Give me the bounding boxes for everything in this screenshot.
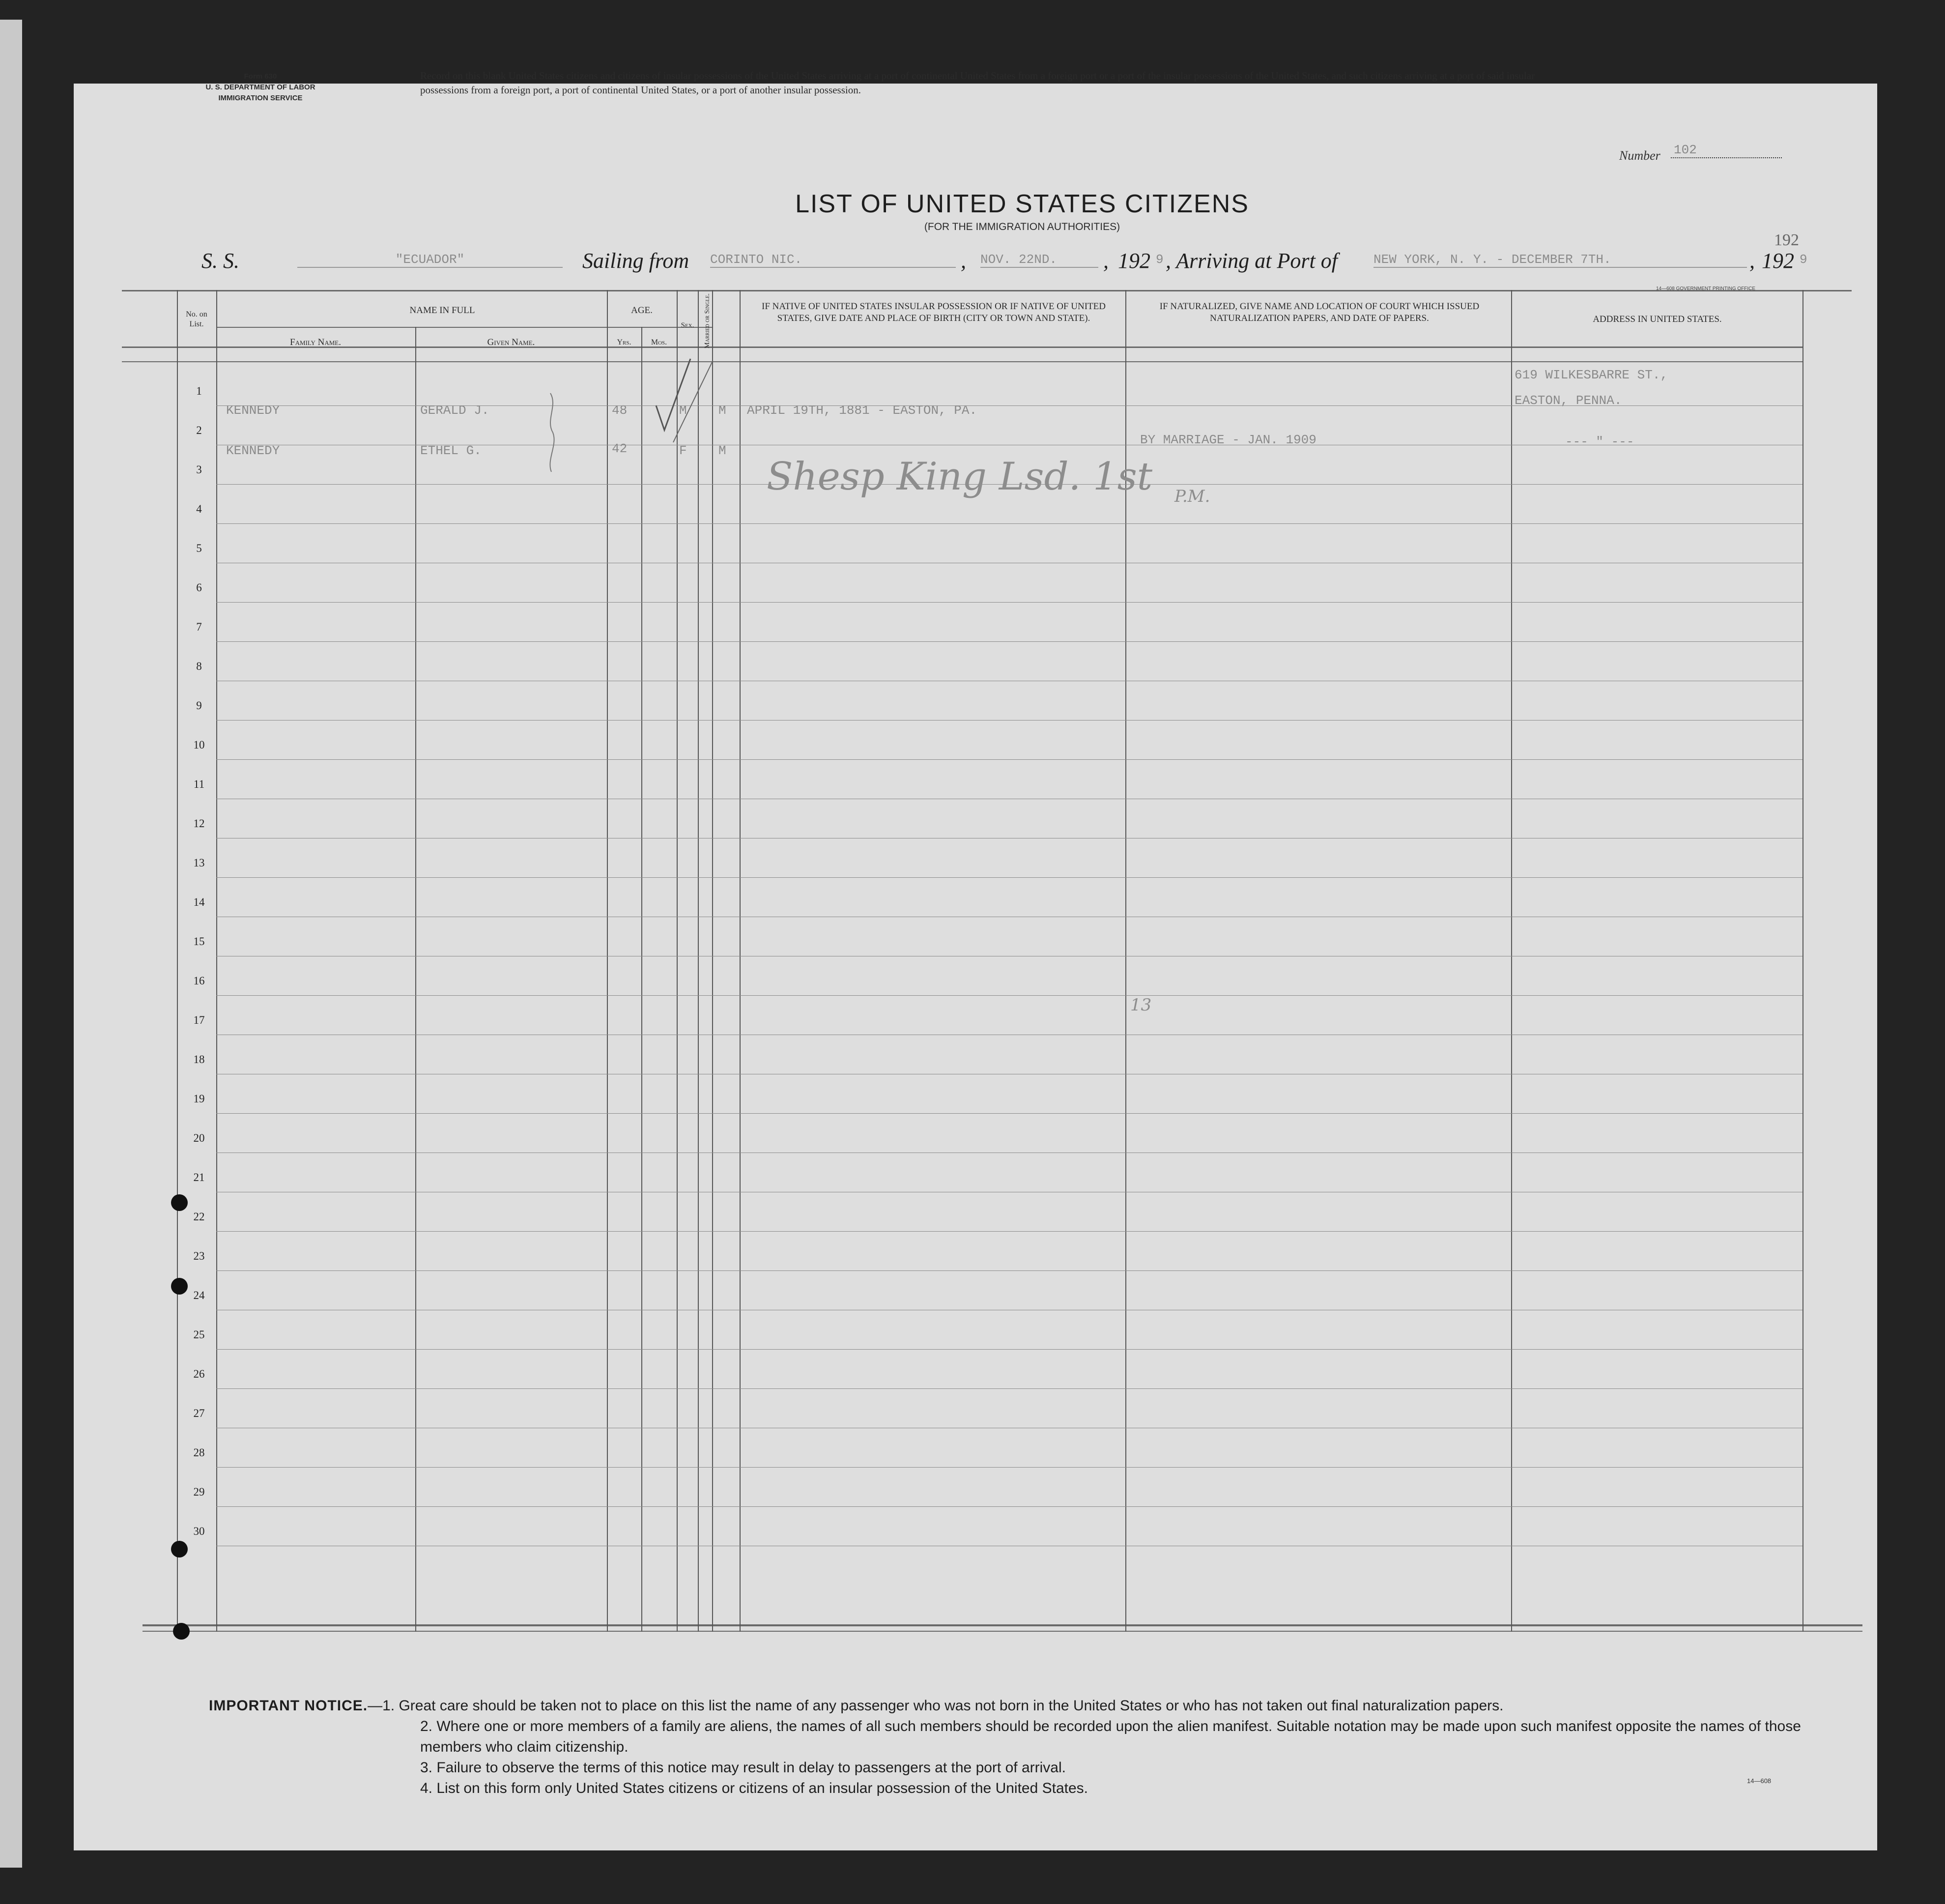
row-number: 11 <box>193 778 205 790</box>
sailing-from-value: CORINTO NIC. <box>710 252 956 268</box>
notice-item-3 <box>209 1758 1831 1778</box>
notice-text-3: 3. Failure to observe the terms of this notice may result in delay to passengers at the port of arrival. <box>420 1760 1066 1776</box>
row-line <box>216 523 1802 524</box>
row-number: 26 <box>193 1368 205 1380</box>
entry-2-naturalization: BY MARRIAGE - JAN. 1909 <box>1140 433 1316 447</box>
row-number: 18 <box>193 1053 205 1066</box>
arriving-label: , Arriving at Port of <box>1166 249 1338 273</box>
header-sex: Sex. <box>681 321 694 329</box>
row-line <box>216 1467 1802 1468</box>
row-number: 21 <box>193 1171 205 1183</box>
departure-year-digit: 9 <box>1156 252 1164 267</box>
notice-item-1 <box>209 1696 1831 1716</box>
comma-separator-3: , <box>1749 249 1755 273</box>
handwritten-margin-mark: 13 <box>1130 995 1152 1015</box>
col-line-married-2 <box>712 290 713 1632</box>
row-number: 6 <box>196 581 202 594</box>
form-sheet <box>74 84 1877 1850</box>
form-number: Form 630 <box>244 72 277 81</box>
service: IMMIGRATION SERVICE <box>218 94 303 102</box>
row-line <box>216 1231 1802 1232</box>
entry-2-marital-status: M <box>718 443 726 458</box>
row-number: 15 <box>193 935 205 948</box>
header-family-name: Family Name. <box>290 337 341 347</box>
page-subtitle: (FOR THE IMMIGRATION AUTHORITIES) <box>924 221 1120 232</box>
col-line-married <box>698 290 699 1632</box>
row-number: 16 <box>193 975 205 987</box>
col-line-no <box>177 290 178 1632</box>
row-number: 2 <box>196 424 202 436</box>
row-number: 12 <box>193 817 205 830</box>
row-line <box>216 602 1802 603</box>
entry-2-given-name: ETHEL G. <box>420 443 482 458</box>
header-address: ADDRESS IN UNITED STATES. <box>1593 314 1722 324</box>
row-line <box>216 995 1802 996</box>
row-number: 10 <box>193 739 205 751</box>
header-bottom-border-2 <box>122 361 1802 362</box>
departure-year-prefix: 192 <box>1118 249 1150 273</box>
form-identifier <box>167 71 354 104</box>
row-number: 30 <box>193 1525 205 1537</box>
entry-2-family-name: KENNEDY <box>226 443 280 458</box>
ship-name: "ECUADOR" <box>297 252 563 268</box>
header-years: Yrs. <box>617 338 631 346</box>
row-number: 29 <box>193 1486 205 1498</box>
row-number: 25 <box>193 1328 205 1341</box>
col-line-yrs <box>607 290 608 1632</box>
col-line-sex <box>677 290 678 1632</box>
binding-hole <box>171 1541 188 1558</box>
ss-label: S. S. <box>201 249 239 273</box>
row-line <box>216 1506 1802 1507</box>
notice-item-4 <box>209 1778 1831 1799</box>
col-line-native <box>740 290 741 1632</box>
entry-1-birth: APRIL 19TH, 1881 - EASTON, PA. <box>747 403 977 418</box>
checkmark-mark <box>654 351 717 450</box>
row-line <box>216 877 1802 878</box>
comma-separator-2: , <box>1103 249 1109 273</box>
row-number: 20 <box>193 1132 205 1144</box>
table-bottom-border-2 <box>143 1631 1862 1632</box>
row-number: 24 <box>193 1289 205 1301</box>
entry-2-sex: F <box>679 443 687 458</box>
table-bottom-border <box>143 1624 1862 1626</box>
footer-form-code: 14—608 <box>1747 1777 1772 1785</box>
number-label: Number <box>1619 148 1660 163</box>
entry-1-address-line1: 619 WILKESBARRE ST., <box>1515 368 1668 382</box>
row-number: 23 <box>193 1250 205 1262</box>
row-number: 7 <box>196 621 202 633</box>
handwritten-annotation-sub: P.M. <box>1174 487 1210 506</box>
adjacent-page-edge <box>0 20 22 1868</box>
row-number: 13 <box>193 857 205 869</box>
entry-1-marital-status: M <box>718 403 726 418</box>
header-name-in-full: NAME IN FULL <box>409 305 475 316</box>
row-number: 3 <box>196 463 202 476</box>
notice-item-2 <box>209 1716 1831 1758</box>
header-age: AGE. <box>631 305 653 316</box>
name-header-divider <box>216 327 658 328</box>
row-number: 17 <box>193 1014 205 1026</box>
notice-text-2: 2. Where one or more members of a family are aliens, the names of all such members should be recorded upon the alien manifest. Suitable notation may be made upon such manifest opposite the names of those members who claim citizenship. <box>420 1718 1801 1755</box>
table-top-border <box>122 290 1852 291</box>
col-line-address <box>1511 290 1512 1632</box>
row-number: 14 <box>193 896 205 908</box>
printing-office-note: 14—608 GOVERNMENT PRINTING OFFICE <box>1656 286 1756 291</box>
row-line <box>216 1349 1802 1350</box>
row-number: 9 <box>196 699 202 712</box>
entry-2-address-ditto: --- " --- <box>1565 434 1634 449</box>
row-line <box>216 1270 1802 1271</box>
arrival-port-date: NEW YORK, N. Y. - DECEMBER 7TH. <box>1373 252 1747 268</box>
row-number: 4 <box>196 503 202 515</box>
row-number: 27 <box>193 1407 205 1419</box>
row-line <box>216 720 1802 721</box>
binding-hole <box>171 1194 188 1211</box>
notice-lead: IMPORTANT NOTICE. <box>209 1698 368 1714</box>
entry-1-address-line2: EASTON, PENNA. <box>1515 393 1622 408</box>
important-notice <box>209 1696 1831 1799</box>
comma-separator: , <box>961 249 966 273</box>
header-months: Mos. <box>651 338 667 346</box>
binding-hole <box>173 1623 190 1640</box>
header-native-birth: IF NATIVE OF UNITED STATES INSULAR POSSESSION OR IF NATIVE OF UNITED STATES, GIVE DATE AND PLACE OF BIRTH (CITY OR TOWN AND STATE). <box>762 301 1106 323</box>
departure-date: NOV. 22ND. <box>980 252 1098 268</box>
row-line <box>216 1388 1802 1389</box>
col-line-mos <box>641 327 642 1632</box>
row-number: 1 <box>196 385 202 397</box>
instructions-text: Record on this blank United States citizens and citizens of insular possessions of the United States arriving at a port of continental United States from a foreign port or a port of the insular possessions of the United States, and such citizens arriving at a port of said insular possessions from a foreign port, a port of continental United States, or a port of another insular possession. <box>420 70 1535 96</box>
family-bracket-mark <box>541 391 560 474</box>
row-line <box>216 759 1802 760</box>
sailing-label: Sailing from <box>582 249 689 273</box>
entry-1-sex: M <box>679 403 687 418</box>
handwritten-annotation: Shesp King Lsd. 1st <box>767 455 1153 499</box>
department: U. S. DEPARTMENT OF LABOR <box>205 83 315 91</box>
header-married-or-single: Married or Single. <box>704 293 711 348</box>
year-correction: 192 <box>1774 231 1799 249</box>
entry-1-family-name: KENNEDY <box>226 403 280 418</box>
entry-1-age-years: 48 <box>612 403 628 418</box>
row-number: 8 <box>196 660 202 672</box>
notice-text-1: —1. Great care should be taken not to place on this list the name of any passenger who was not born in the United States or who has not taken out final naturalization papers. <box>368 1698 1504 1714</box>
header-naturalized: IF NATURALIZED, GIVE NAME AND LOCATION OF COURT WHICH ISSUED NATURALIZATION PAPERS, AND DATE OF PAPERS. <box>1159 301 1480 323</box>
col-line-family <box>216 290 217 1632</box>
binding-hole <box>171 1278 188 1295</box>
number-value: 102 <box>1671 143 1782 158</box>
header-no-on-list: No. on List. <box>186 310 207 328</box>
col-line-right <box>1802 290 1803 1632</box>
row-number: 22 <box>193 1211 205 1223</box>
col-line-given <box>415 327 416 1632</box>
entry-2-age-years: 42 <box>612 441 628 456</box>
page-title: LIST OF UNITED STATES CITIZENS <box>795 190 1249 218</box>
entry-1-given-name: GERALD J. <box>420 403 489 418</box>
row-number: 28 <box>193 1446 205 1459</box>
notice-text-4: 4. List on this form only United States citizens or citizens of an insular possession of the United States. <box>420 1780 1088 1796</box>
row-number: 19 <box>193 1093 205 1105</box>
row-number: 5 <box>196 542 202 554</box>
row-line <box>216 1113 1802 1114</box>
header-given-name: Given Name. <box>487 337 535 347</box>
arrival-year-prefix: 192 <box>1762 249 1794 273</box>
arrival-year-digit: 9 <box>1800 252 1807 267</box>
row-line <box>216 641 1802 642</box>
